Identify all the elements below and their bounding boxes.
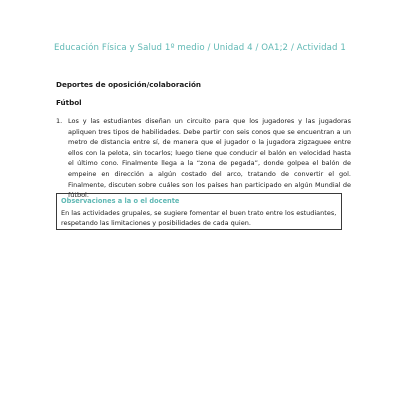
section-title: Deportes de oposición/colaboración <box>56 80 202 89</box>
subsection-title: Fútbol <box>56 98 82 107</box>
observations-text: En las actividades grupales, se sugiere fomentar el buen trato entre los estudiantes, respetando las limitaciones y posibilidades de cada quien. <box>61 209 337 227</box>
activity-text: Los y las estudiantes diseñan un circuito para que los jugadores y las jugadoras apliquen tres tipos de habilidades. Debe partir con seis conos que se encuentran a un metro de distancia entre sí, de manera que el jugador o la jugadora zigzaguee entre ellos con la pelota, sin tocarlos; luego tiene que conducir el balón en velocidad hasta el último cono. Finalmente llega a la “zona de pegada”, donde golpea el balón de empeine en dirección a algún costado del arco, tratando de convertir el gol. Finalmente, discuten sobre cuáles son los países han participado en algún Mundial de fútbol. <box>68 117 351 200</box>
page-header-breadcrumb: Educación Física y Salud 1º medio / Unidad 4 / OA1;2 / Actividad 1 <box>54 43 346 53</box>
activity-item <box>56 116 351 201</box>
activity-number: 1. <box>56 117 63 125</box>
observations-box <box>56 193 342 230</box>
observations-title: Observaciones a la o el docente <box>61 197 180 205</box>
